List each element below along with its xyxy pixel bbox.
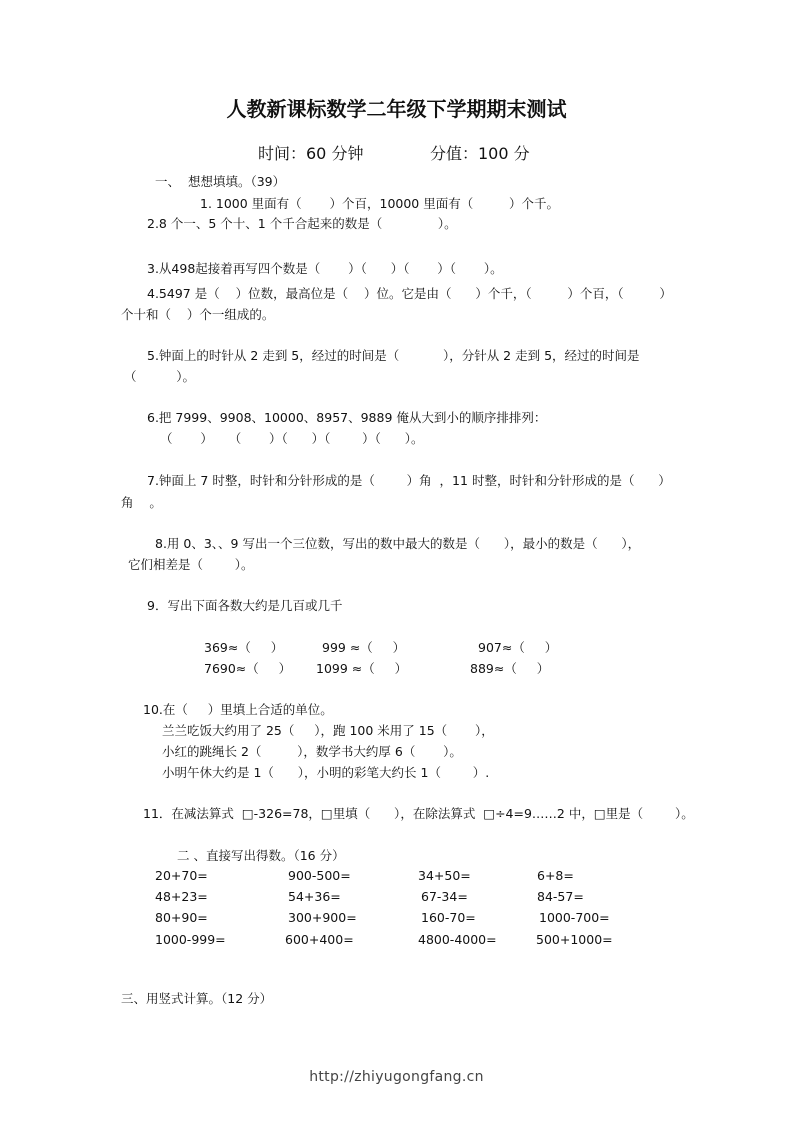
arithmetic-item: 48+23= [155, 889, 208, 904]
arithmetic-item: 20+70= [155, 868, 208, 883]
estimate-item: 889≈（ ） [470, 661, 550, 676]
question-8-line1: 8.用 0、3、、9 写出一个三位数，写出的数中最大的数是（ ），最小的数是（ ）， [155, 536, 641, 551]
arithmetic-item: 6+8= [537, 868, 574, 883]
question-1: 1. 1000 里面有（ ）个百，10000 里面有（ ）个千。 [200, 196, 559, 211]
question-2: 2.8 个一、5 个十、1 个千合起来的数是（ ）。 [147, 216, 457, 231]
question-3: 3.从498起接着再写四个数是（ ）（ ）（ ）（ ）。 [147, 261, 503, 276]
arithmetic-item: 34+50= [418, 868, 471, 883]
question-4-line2: 个十和（ ）个一组成的。 [121, 307, 275, 322]
question-8-line2: 它们相差是（ ）。 [128, 557, 254, 572]
arithmetic-item: 1000-999= [155, 932, 226, 947]
arithmetic-item: 1000-700= [539, 910, 610, 925]
question-10-c: 小明午休大约是 1（ ），小明的彩笔大约长 1（ ）. [162, 765, 490, 780]
arithmetic-item: 80+90= [155, 910, 208, 925]
question-7-line1: 7.钟面上 7 时整，时针和分针形成的是（ ）角 ，11 时整，时针和分针形成的是（ ） [147, 473, 671, 488]
arithmetic-item: 300+900= [288, 910, 357, 925]
estimate-item: 907≈（ ） [478, 640, 558, 655]
question-11: 11．在减法算式 □-326=78，□里填（ ），在除法算式 □÷4=9……2 中，□里是（ ）。 [143, 806, 694, 821]
question-5-line2: （ ）。 [124, 369, 195, 384]
question-5-line1: 5.钟面上的时针从 2 走到 5，经过的时间是（ ），分针从 2 走到 5，经过的时间是 [147, 348, 640, 363]
arithmetic-item: 54+36= [288, 889, 341, 904]
estimate-item: 1099 ≈（ ） [316, 661, 408, 676]
question-9: 9．写出下面各数大约是几百或几千 [147, 598, 343, 613]
estimate-item: 369≈（ ） [204, 640, 284, 655]
section2-heading: 二 、直接写出得数。（16 分） [177, 848, 345, 863]
arithmetic-item: 67-34= [421, 889, 468, 904]
estimate-item: 999 ≈（ ） [322, 640, 406, 655]
section3-heading: 三、用竖式计算。（12 分） [121, 991, 273, 1006]
question-10: 10.在（ ）里填上合适的单位。 [143, 702, 333, 717]
arithmetic-item: 4800-4000= [418, 932, 497, 947]
section1-heading: 一、 想想填填。（39） [155, 174, 286, 189]
page-title: 人教新课标数学二年级下学期期末测试 [226, 97, 567, 121]
question-6-line1: 6.把 7999、9908、10000、8957、9889 俺从大到小的顺序排排列： [147, 410, 547, 425]
estimate-item: 7690≈（ ） [204, 661, 292, 676]
score-label: 分值：100 分 [430, 144, 530, 163]
time-label: 时间：60 分钟 [258, 144, 364, 163]
question-10-a: 兰兰吃饭大约用了 25（ ），跑 100 米用了 15（ ）， [162, 723, 494, 738]
arithmetic-item: 84-57= [537, 889, 584, 904]
arithmetic-item: 160-70= [421, 910, 476, 925]
footer-url[interactable]: http://zhiyugongfang.cn [309, 1069, 484, 1085]
question-10-b: 小红的跳绳长 2（ ），数学书大约厚 6（ ）。 [162, 744, 462, 759]
question-4-line1: 4.5497 是（ ）位数，最高位是（ ）位。它是由（ ）个千，（ ）个百，（ ） [147, 286, 672, 301]
arithmetic-item: 500+1000= [536, 932, 613, 947]
arithmetic-item: 600+400= [285, 932, 354, 947]
question-7-line2: 角 。 [121, 495, 162, 510]
arithmetic-item: 900-500= [288, 868, 351, 883]
question-6-line2: （ ） （ ）（ ）（ ）（ ）。 [160, 431, 424, 446]
